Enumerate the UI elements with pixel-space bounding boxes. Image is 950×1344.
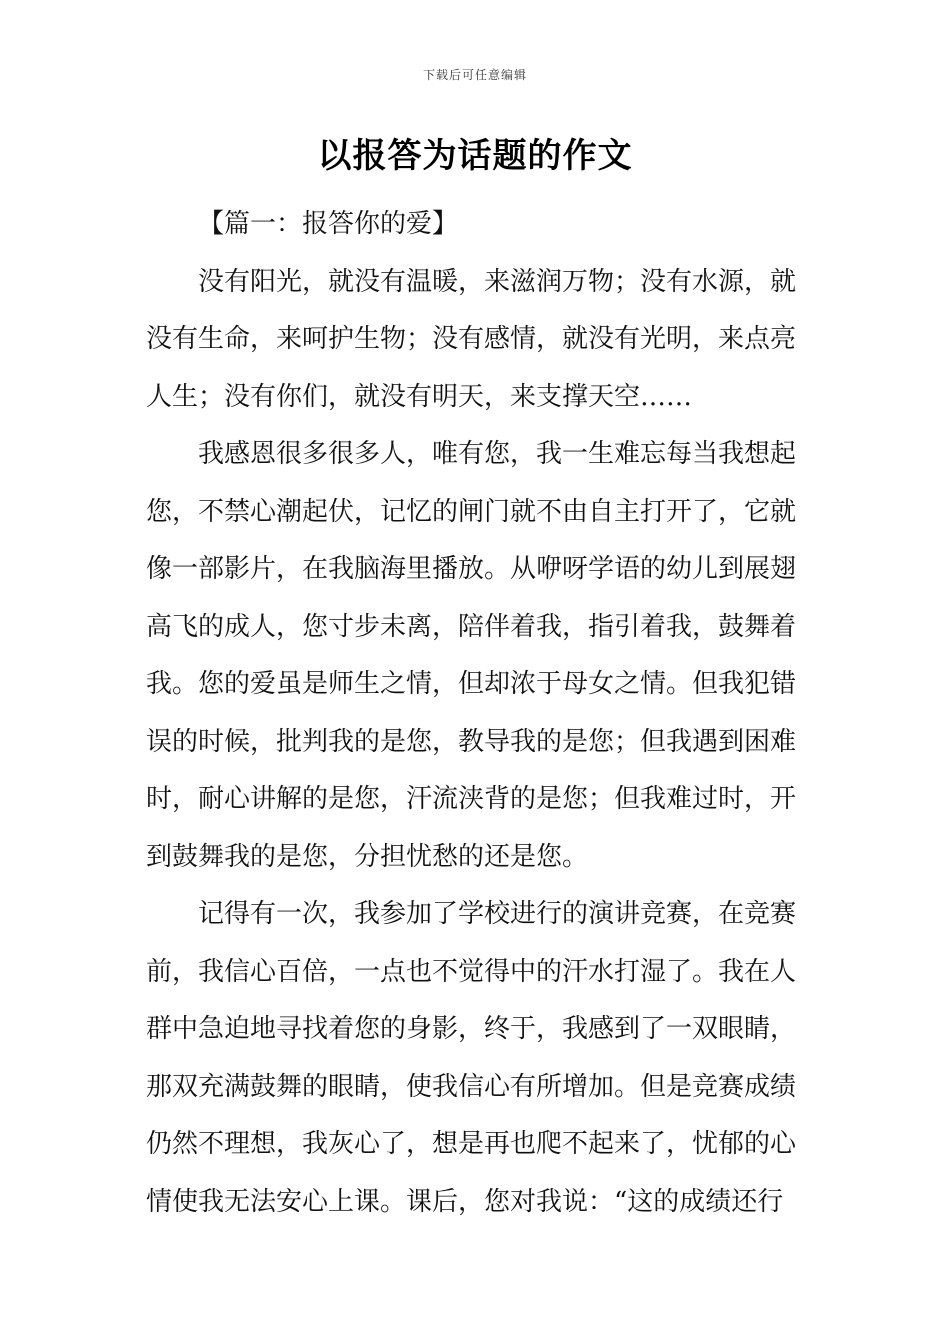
paragraph-1 <box>146 254 810 427</box>
paragraph-line: 我感恩很多很多人，唯有您，我一生难忘每当我想起 <box>198 439 797 469</box>
paragraph-2 <box>146 426 810 886</box>
document-body <box>146 196 810 1231</box>
paragraph-line: 没有阳光，就没有温暖，来滋润万物；没有水源，就 <box>198 266 797 297</box>
paragraph-line: 记得有一次，我参加了学校进行的演讲竞赛，在竞赛 <box>198 899 797 929</box>
paragraph-line: 群中急迫地寻找着您的身影，终于，我感到了一双眼睛， <box>146 1014 797 1044</box>
paragraph-line: 误的时候，批判我的是您，教导我的是您；但我遇到困难 <box>146 726 797 757</box>
paragraph-line: 时，耐心讲解的是您，汗流浃背的是您；但我难过时，开 <box>146 784 797 814</box>
paragraph-line: 高飞的成人，您寸步未离，陪伴着我，指引着我，鼓舞着 <box>146 611 797 642</box>
paragraph-3 <box>146 886 810 1231</box>
paragraph-line: 仍然不理想，我灰心了，想是再也爬不起来了，忧郁的心 <box>146 1129 797 1159</box>
section-heading: 【篇一：报答你的爱】 <box>198 209 459 239</box>
paragraph-line: 没有生命，来呵护生物；没有感情，就没有光明，来点亮 <box>146 324 797 354</box>
paragraph-line: 您，不禁心潮起伏，记忆的闸门就不由自主打开了，它就 <box>146 496 797 527</box>
paragraph-line: 前，我信心百倍，一点也不觉得中的汗水打湿了。我在人 <box>146 956 797 987</box>
paragraph-line: 我。您的爱虽是师生之情，但却浓于母女之情。但我犯错 <box>146 669 797 699</box>
paragraph-line: 像一部影片，在我脑海里播放。从咿呀学语的幼儿到展翅 <box>146 554 797 584</box>
paragraph-line: 到鼓舞我的是您，分担忧愁的还是您。 <box>146 841 589 872</box>
paragraph-line: 那双充满鼓舞的眼睛，使我信心有所增加。但是竞赛成绩 <box>146 1071 797 1102</box>
paragraph-line: 情使我无法安心上课。课后，您对我说：“这的成绩还行 <box>146 1186 784 1217</box>
paragraph-line: 人生；没有你们，就没有明天，来支撑天空…… <box>146 381 693 412</box>
page-header: 下载后可任意编辑 <box>422 68 527 82</box>
document-title: 以报答为话题的作文 <box>317 136 633 176</box>
